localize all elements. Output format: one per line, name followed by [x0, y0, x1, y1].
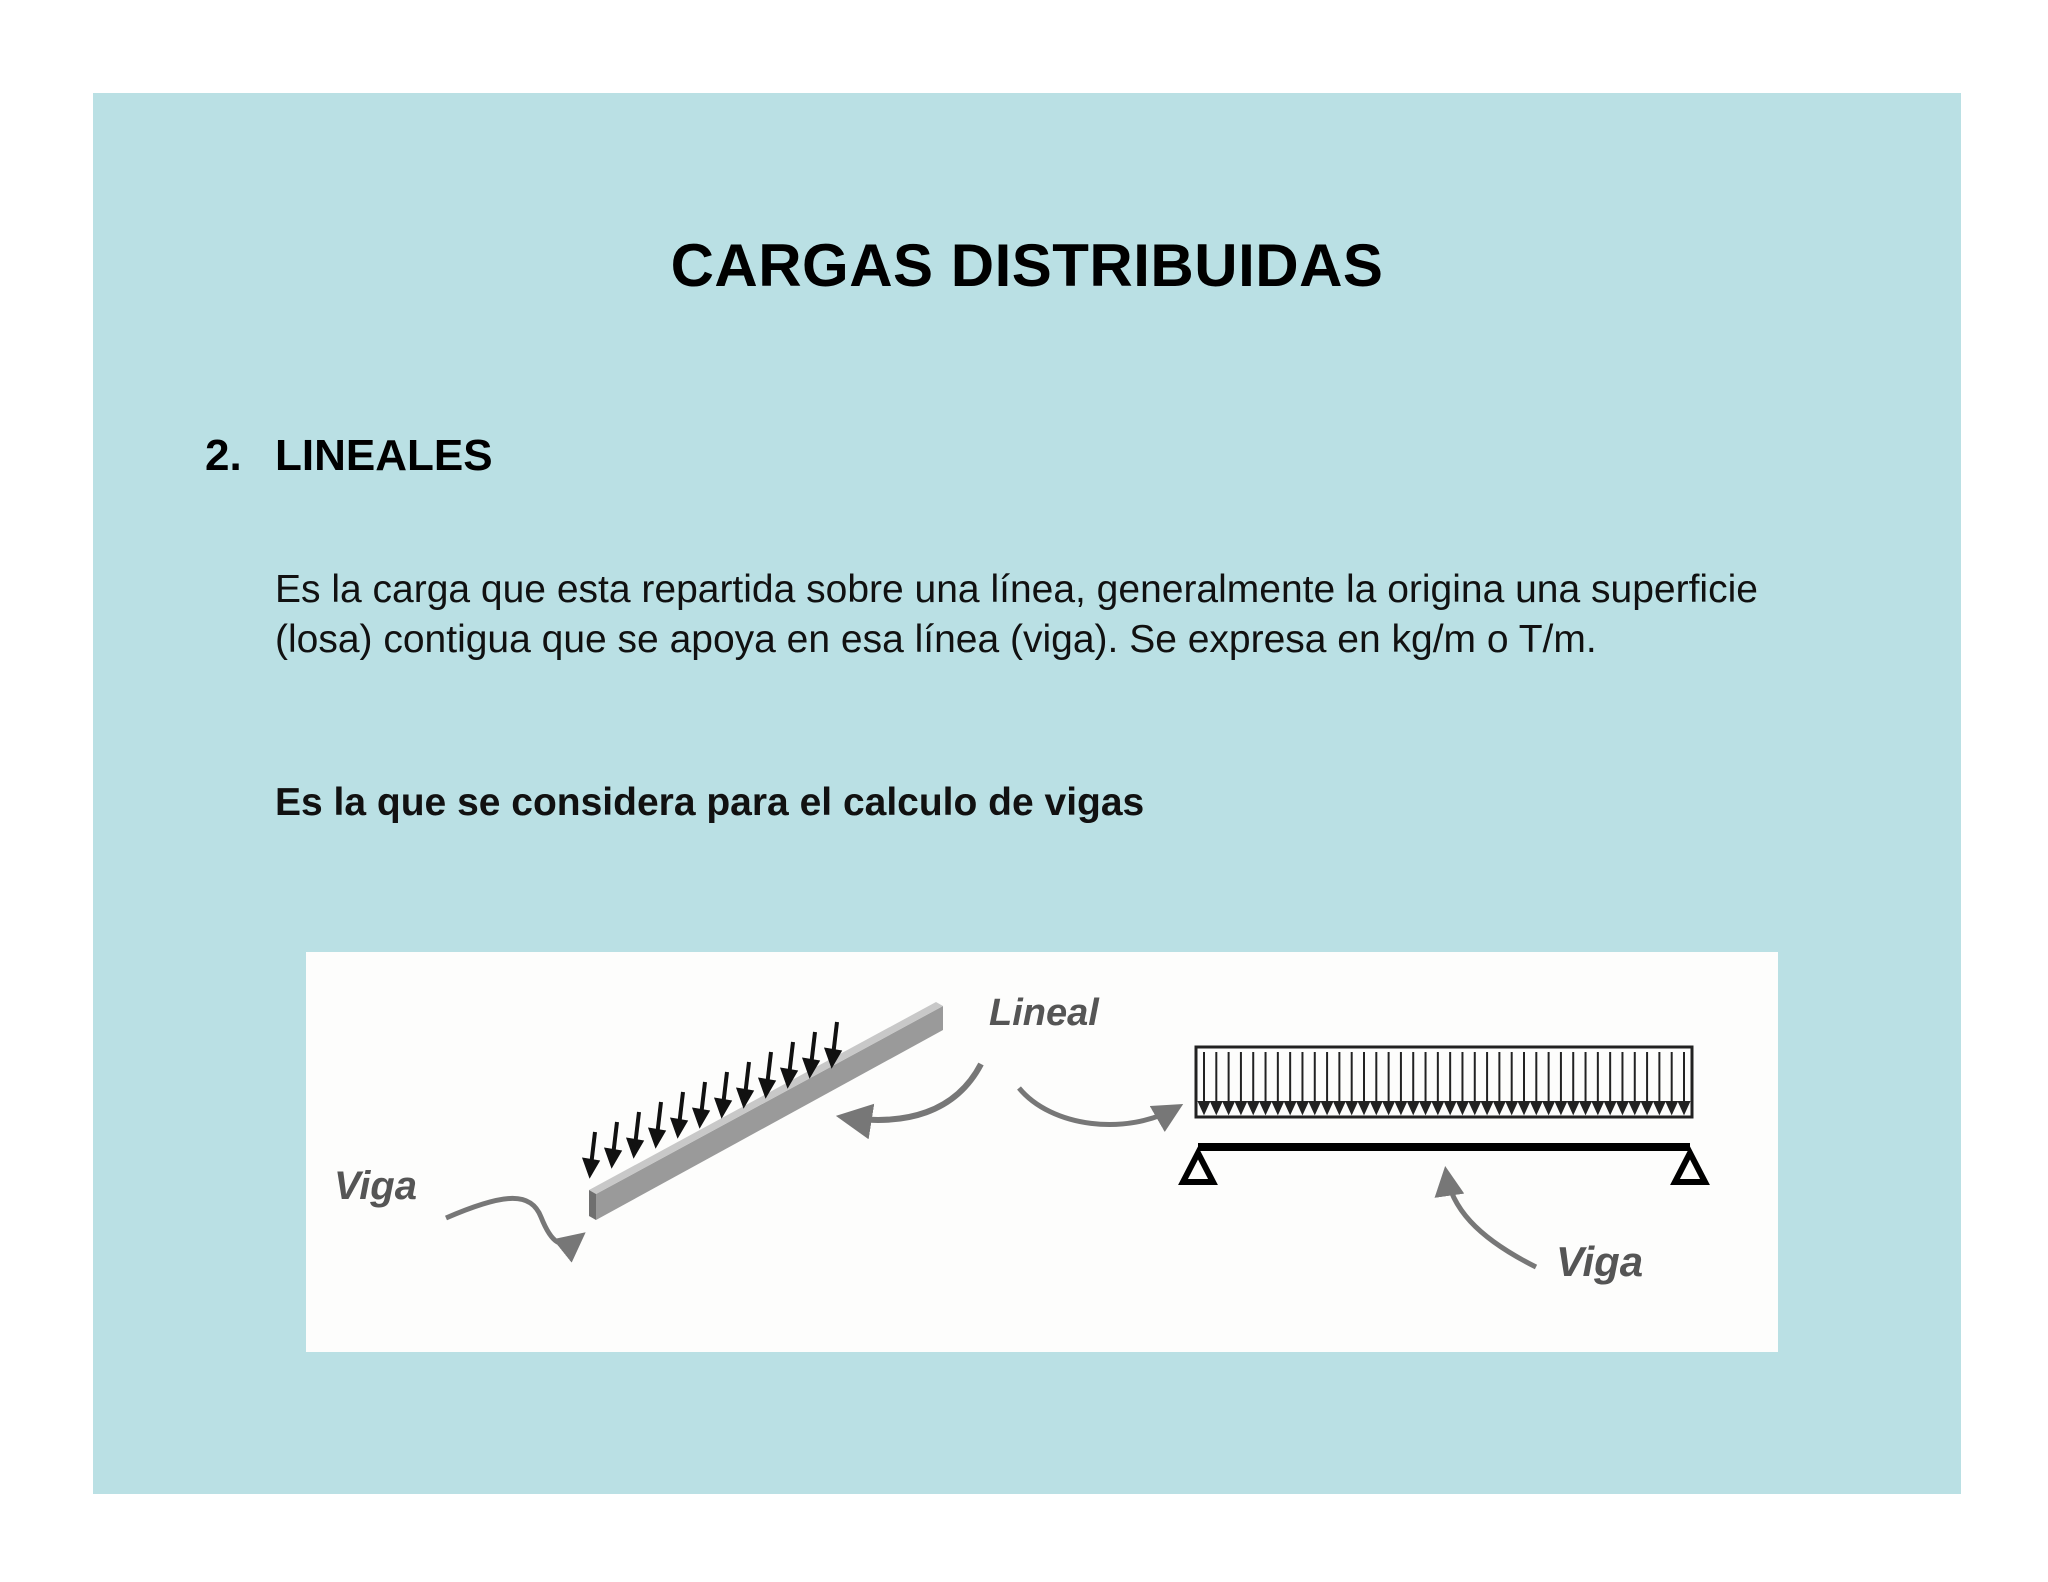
distributed-load-arrow-head [1297, 1102, 1307, 1113]
slide-title: CARGAS DISTRIBUIDAS [670, 232, 1384, 299]
distributed-load-arrow-head [1211, 1102, 1221, 1113]
beam-load-diagram [306, 952, 1778, 1352]
distributed-load-arrow-head [1322, 1102, 1332, 1113]
distributed-load-arrow-head [1494, 1102, 1504, 1113]
label-viga-right: Viga [1556, 1238, 1644, 1285]
distributed-load-arrow-head [1285, 1102, 1295, 1113]
distributed-load-arrow-head [1605, 1102, 1615, 1113]
beam-load-arrow-head [739, 1090, 751, 1104]
distributed-load-block [1196, 1047, 1692, 1117]
distributed-load-arrow-head [1507, 1102, 1517, 1113]
distributed-load-arrow-head [1544, 1102, 1554, 1113]
perspective-beam [589, 1002, 943, 1220]
distributed-load-arrow-head [1310, 1102, 1320, 1113]
distributed-load-arrow-head [1642, 1102, 1652, 1113]
label-viga-left: Viga [334, 1164, 417, 1208]
distributed-load-arrow-head [1236, 1102, 1246, 1113]
distributed-load-arrow-head [1679, 1102, 1689, 1113]
distributed-load-arrow-head [1556, 1102, 1566, 1113]
distributed-load-arrow-head [1359, 1102, 1369, 1113]
distributed-load-arrow-head [1654, 1102, 1664, 1113]
slide [93, 93, 1961, 1494]
distributed-load-arrow-head [1630, 1102, 1640, 1113]
distributed-load-arrow-head [1347, 1102, 1357, 1113]
right-support [1675, 1153, 1705, 1182]
distributed-load-arrow-head [1581, 1102, 1591, 1113]
distributed-load-arrow-head [1531, 1102, 1541, 1113]
viga-left-pointer-arrow [446, 1198, 581, 1243]
emphasis-text: Es la que se considera para el calculo de vigas [275, 781, 1145, 824]
beam-load-arrow-head [629, 1140, 641, 1154]
distributed-load-arrow-head [1384, 1102, 1394, 1113]
distributed-load-arrow-head [1482, 1102, 1492, 1113]
distributed-load-arrow-head [1667, 1102, 1677, 1113]
distributed-load-arrow-head [1224, 1102, 1234, 1113]
distributed-load-arrow-head [1199, 1102, 1209, 1113]
beam-load-arrow-head [673, 1120, 685, 1134]
distributed-load-arrow-head [1421, 1102, 1431, 1113]
description-paragraph: Es la carga que esta repartida sobre una línea, generalmente la origina una superficie (losa) contigua que se apoya en esa línea (viga). Se expresa en kg/m o T/m. [275, 568, 1758, 661]
section-heading [205, 431, 493, 481]
distributed-load-arrow-head [1408, 1102, 1418, 1113]
distributed-load-arrow-head [1396, 1102, 1406, 1113]
beam-load-figure [306, 952, 1778, 1352]
section-number: 2. [205, 431, 242, 480]
distributed-load-arrow-head [1470, 1102, 1480, 1113]
beam-load-arrow-head [607, 1150, 619, 1164]
label-lineal: Lineal [989, 992, 1099, 1034]
distributed-load-arrow-head [1433, 1102, 1443, 1113]
distributed-load-arrow-head [1519, 1102, 1529, 1113]
distributed-load-arrow-head [1371, 1102, 1381, 1113]
beam-load-arrow-head [695, 1110, 707, 1124]
distributed-load-arrow-head [1334, 1102, 1344, 1113]
distributed-load-arrow-head [1261, 1102, 1271, 1113]
distributed-load-arrow-head [1248, 1102, 1258, 1113]
distributed-load-arrow-head [1445, 1102, 1455, 1113]
section-title: LINEALES [275, 431, 493, 480]
distributed-load-arrow-head [1457, 1102, 1467, 1113]
distributed-load-arrow-head [1617, 1102, 1627, 1113]
distributed-load-arrow-head [1273, 1102, 1283, 1113]
lineal-to-load-arrow [1019, 1088, 1178, 1125]
beam-load-arrow-head [585, 1160, 597, 1174]
left-support [1183, 1153, 1213, 1182]
beam-load-arrow-head [651, 1130, 663, 1144]
viga-right-pointer-arrow [1446, 1172, 1536, 1267]
distributed-load-arrow-head [1593, 1102, 1603, 1113]
distributed-load-arrow-head [1568, 1102, 1578, 1113]
beam-load-arrow-head [717, 1100, 729, 1114]
